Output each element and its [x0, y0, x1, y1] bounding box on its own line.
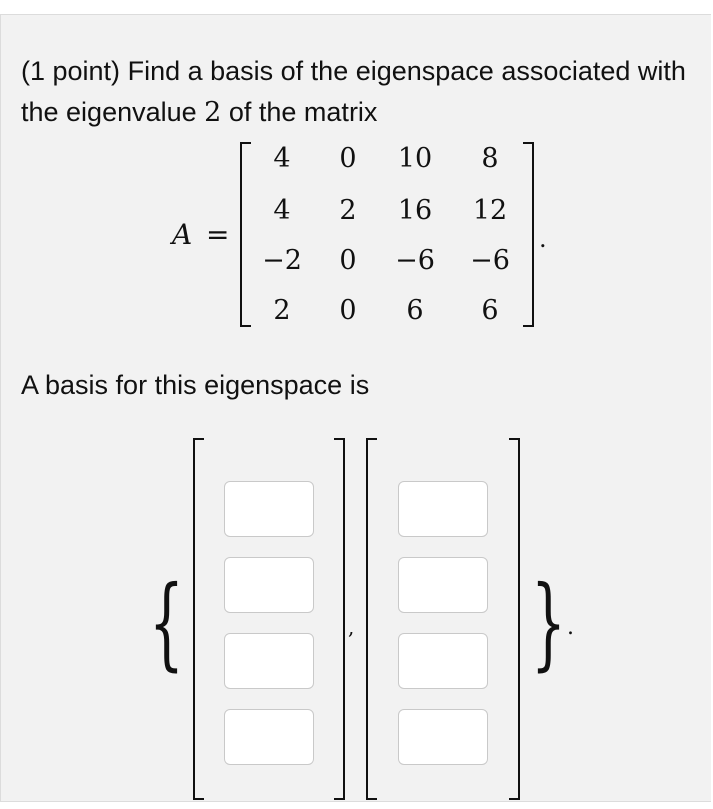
matrix-equals: =: [206, 218, 230, 251]
right-brace: }: [531, 564, 566, 681]
matrix-cell: −6: [395, 245, 435, 276]
problem-card: [0, 14, 711, 802]
points-label: (1 point): [21, 56, 121, 86]
vector1-entry4-input[interactable]: [224, 709, 314, 765]
answer-end-punct: .: [567, 615, 574, 640]
matrix-cell: 4: [273, 195, 291, 226]
left-brace: {: [149, 564, 184, 681]
matrix-cell: 8: [481, 143, 499, 174]
matrix-cell: 0: [339, 245, 357, 276]
vector1-entry1-input[interactable]: [224, 481, 314, 537]
vector-left-bracket: [366, 438, 377, 800]
prompt-text-1: Find a basis of the eigenspace associated with the eigenvalue: [21, 56, 686, 127]
matrix-cell: 16: [397, 195, 433, 226]
vector-right-bracket: [509, 438, 520, 800]
vector-left-bracket: [193, 438, 204, 800]
matrix-right-bracket: [523, 142, 534, 327]
vector2-entry4-input[interactable]: [398, 709, 488, 765]
matrix-left-bracket: [240, 142, 251, 327]
matrix-cell: 4: [273, 143, 291, 174]
vector2-entry2-input[interactable]: [398, 557, 488, 613]
eigenvalue: 2: [204, 97, 222, 128]
matrix-cell: −2: [262, 245, 302, 276]
vector-separator: ,: [348, 615, 355, 639]
matrix-cell: 10: [397, 143, 433, 174]
vector2-entry1-input[interactable]: [398, 481, 488, 537]
vector1-entry3-input[interactable]: [224, 633, 314, 689]
matrix-cell: 12: [472, 195, 508, 226]
basis-label: A basis for this eigenspace is: [21, 370, 370, 400]
matrix-cell: 2: [339, 195, 357, 226]
prompt-text-2: of the matrix: [228, 97, 378, 127]
matrix-cell: 2: [273, 295, 291, 326]
matrix-name: A: [172, 218, 193, 251]
matrix-cell: −6: [470, 245, 510, 276]
matrix-cell: 6: [481, 295, 499, 326]
vector2-entry3-input[interactable]: [398, 633, 488, 689]
vector-right-bracket: [334, 438, 345, 800]
vector1-entry2-input[interactable]: [224, 557, 314, 613]
matrix-cell: 0: [339, 295, 357, 326]
matrix-cell: 0: [339, 143, 357, 174]
matrix-end-punct: .: [539, 225, 547, 253]
matrix-cell: 6: [406, 295, 424, 326]
problem-statement: [21, 51, 701, 133]
